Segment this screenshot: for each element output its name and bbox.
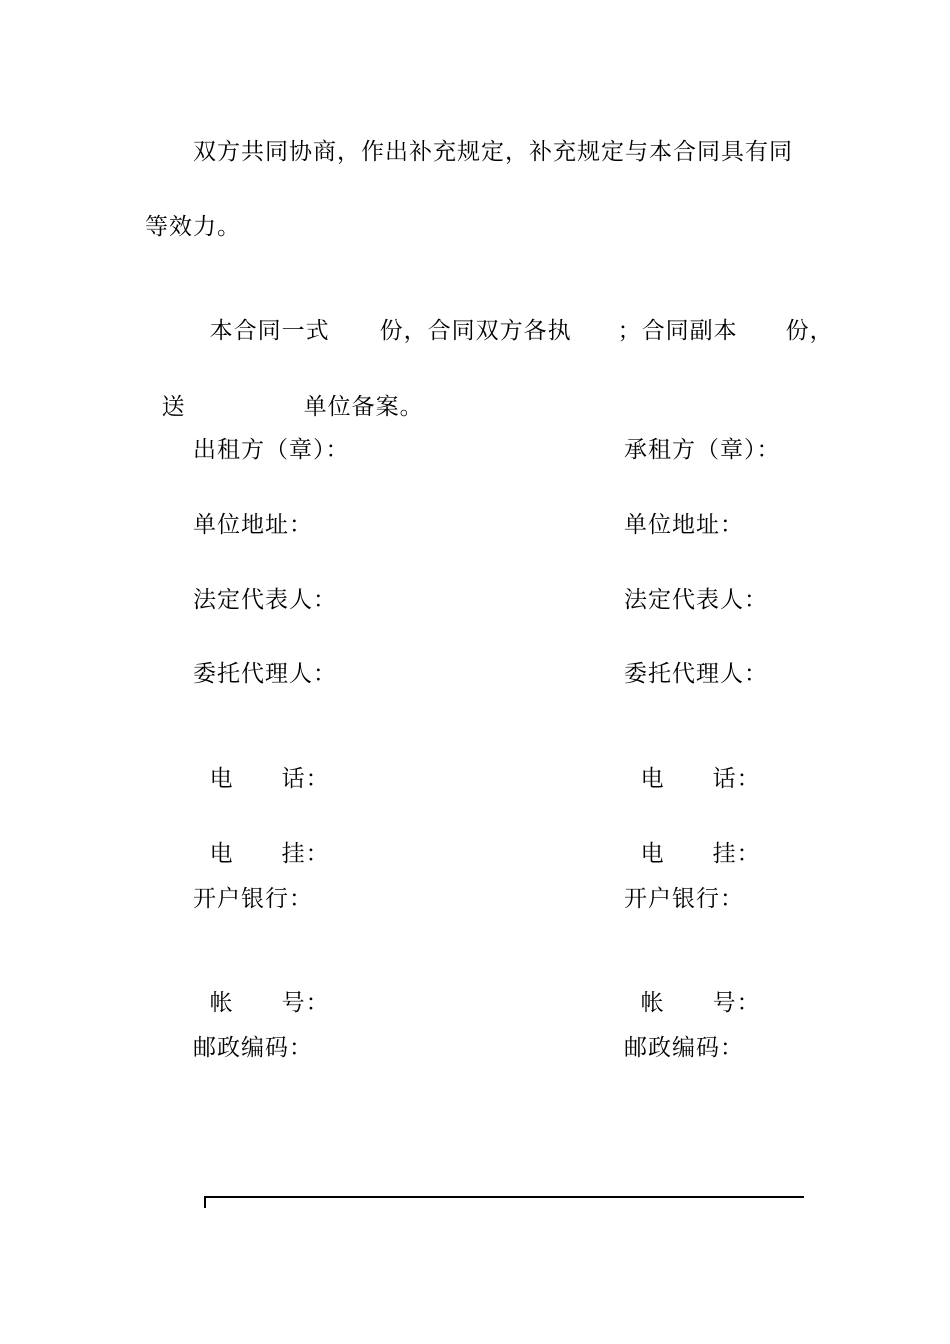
lessee-account-label [624, 958, 761, 1018]
lessor-cable-label-a: 电 [209, 841, 234, 867]
lessee-phone-label-a: 电 [640, 766, 665, 792]
bottom-divider-corner [204, 1196, 206, 1208]
lessee-cable-label [624, 809, 761, 869]
lessor-phone-label-b: 话： [281, 766, 330, 792]
lessee-title: 承租方（章）： [624, 437, 781, 463]
lessee-account-label-b: 号： [712, 990, 761, 1016]
lessor-legal-rep-label: 法定代表人： [193, 587, 337, 613]
copies-text-1: 本合同一式 [209, 318, 330, 344]
lessee-cable-label-a: 电 [640, 841, 665, 867]
paragraph-supplement-line1: 双方共同协商，作出补充规定，补充规定与本合同具有同 [193, 139, 793, 165]
lessee-postcode-label: 邮政编码： [624, 1035, 744, 1061]
lessor-phone-label [193, 734, 330, 794]
lessor-phone-label-a: 电 [209, 766, 234, 792]
lessor-title: 出租方（章）： [193, 437, 350, 463]
lessee-address-label: 单位地址： [624, 512, 744, 538]
lessor-account-label [193, 958, 330, 1018]
lessor-cable-label [193, 809, 330, 869]
lessor-postcode-label: 邮政编码： [193, 1035, 313, 1061]
lessee-agent-label: 委托代理人： [624, 661, 768, 687]
paragraph-copies-line2 [145, 362, 424, 422]
lessee-phone-label-b: 话： [712, 766, 761, 792]
lessor-bank-label: 开户银行： [193, 886, 313, 912]
lessee-account-label-a: 帐 [640, 990, 665, 1016]
paragraph-supplement-line2: 等效力。 [145, 214, 241, 240]
lessee-cable-label-b: 挂： [712, 841, 761, 867]
copies-text-2: 份，合同双方各执 [379, 318, 572, 344]
paragraph-copies-line1 [193, 286, 833, 346]
bottom-divider [204, 1196, 804, 1198]
lessor-cable-label-b: 挂： [281, 841, 330, 867]
filing-text-2: 单位备案。 [303, 394, 424, 420]
copies-text-3: ；合同副本 [617, 318, 738, 344]
copies-text-4: 份， [785, 318, 834, 344]
lessor-address-label: 单位地址： [193, 512, 313, 538]
lessor-account-label-b: 号： [281, 990, 330, 1016]
filing-text-1: 送 [161, 394, 186, 420]
lessor-agent-label: 委托代理人： [193, 661, 337, 687]
lessee-phone-label [624, 734, 761, 794]
lessee-legal-rep-label: 法定代表人： [624, 587, 768, 613]
lessee-bank-label: 开户银行： [624, 886, 744, 912]
lessor-account-label-a: 帐 [209, 990, 234, 1016]
